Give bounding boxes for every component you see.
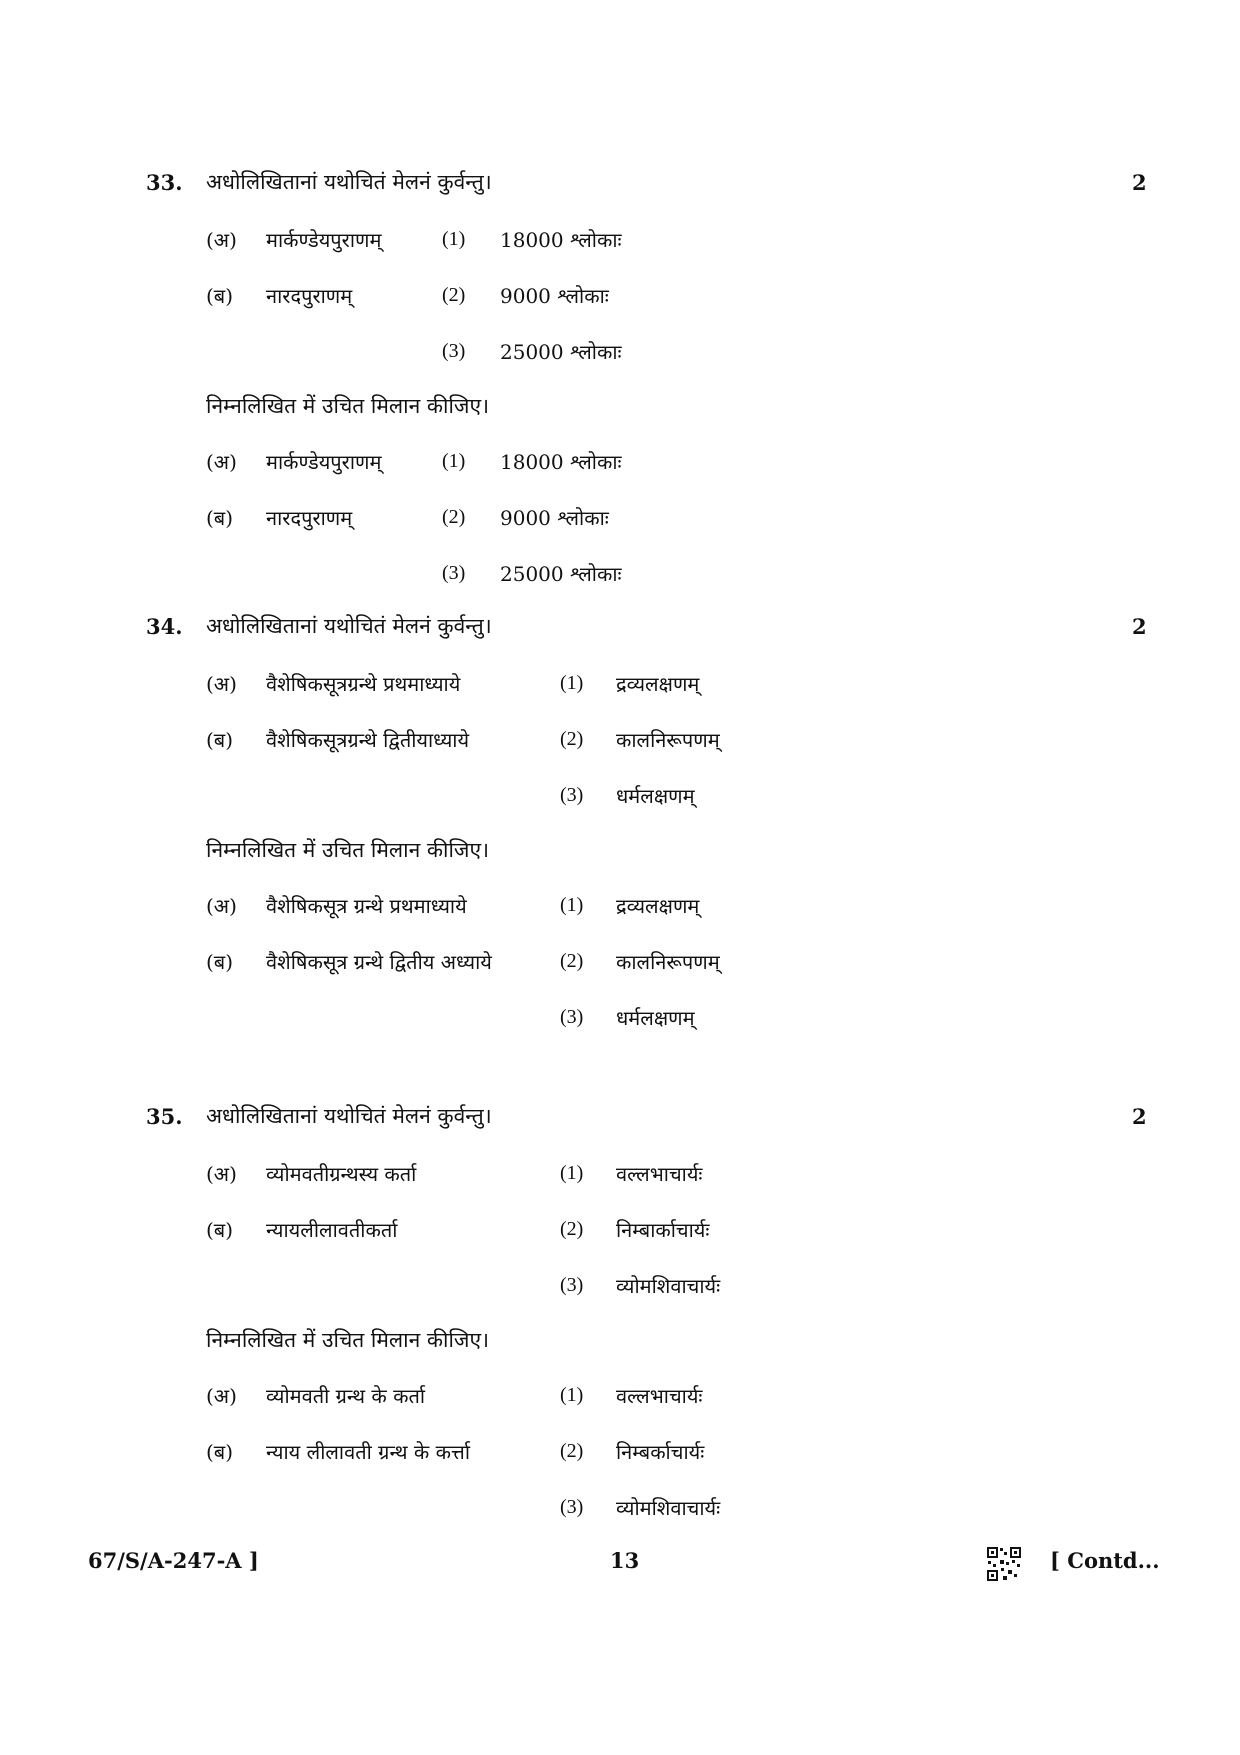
match-text: 25000 श्लोकाः xyxy=(500,562,622,586)
option-tag: (अ) xyxy=(206,672,237,696)
match-number: (1) xyxy=(560,672,584,694)
option-text: व्योमवती ग्रन्थ के कर्ता xyxy=(266,1384,426,1408)
option-text: न्यायलीलावतीकर्ता xyxy=(266,1218,398,1242)
question-number: 33. xyxy=(146,170,183,195)
question-number: 35. xyxy=(146,1104,183,1129)
question-number: 34. xyxy=(146,614,183,639)
option-text: वैशेषिकसूत्र ग्रन्थे द्वितीय अध्याये xyxy=(266,950,492,974)
match-text: व्योमशिवाचार्यः xyxy=(616,1274,721,1298)
match-text: निम्बार्काचार्यः xyxy=(616,1218,710,1242)
match-number: (3) xyxy=(560,1274,584,1296)
hindi-title: निम्नलिखित में उचित मिलान कीजिए। xyxy=(206,838,490,862)
match-number: (3) xyxy=(442,562,466,584)
match-text: 25000 श्लोकाः xyxy=(500,340,622,364)
option-text: मार्कण्डेयपुराणम् xyxy=(266,228,382,252)
question-title: अधोलिखितानां यथोचितं मेलनं कुर्वन्तु। xyxy=(206,614,492,638)
option-tag: (ब) xyxy=(206,1218,234,1242)
option-tag: (ब) xyxy=(206,506,234,530)
match-text: 9000 श्लोकाः xyxy=(500,284,609,308)
match-number: (1) xyxy=(442,228,466,250)
option-text: नारदपुराणम् xyxy=(266,284,353,308)
match-text: वल्लभाचार्यः xyxy=(616,1162,703,1186)
paper-code: 67/S/A-247-A ] xyxy=(88,1548,259,1573)
match-text: कालनिरूपणम् xyxy=(616,950,720,974)
question-title: अधोलिखितानां यथोचितं मेलनं कुर्वन्तु। xyxy=(206,1104,492,1128)
match-number: (2) xyxy=(442,284,466,306)
question-title: अधोलिखितानां यथोचितं मेलनं कुर्वन्तु। xyxy=(206,170,492,194)
option-tag: (ब) xyxy=(206,1440,234,1464)
hindi-title: निम्नलिखित में उचित मिलान कीजिए। xyxy=(206,394,490,418)
match-text: निम्बर्काचार्यः xyxy=(616,1440,705,1464)
option-tag: (अ) xyxy=(206,894,237,918)
option-tag: (अ) xyxy=(206,228,237,252)
option-tag: (अ) xyxy=(206,1384,237,1408)
match-number: (1) xyxy=(442,450,466,472)
match-number: (3) xyxy=(442,340,466,362)
match-text: धर्मलक्षणम् xyxy=(616,784,695,808)
match-number: (1) xyxy=(560,1384,584,1406)
option-text: वैशेषिकसूत्रग्रन्थे प्रथमाध्याये xyxy=(266,672,461,696)
option-tag: (अ) xyxy=(206,1162,237,1186)
match-number: (2) xyxy=(560,1440,584,1462)
option-text: वैशेषिकसूत्र ग्रन्थे प्रथमाध्याये xyxy=(266,894,467,918)
match-number: (3) xyxy=(560,1496,584,1518)
match-number: (2) xyxy=(442,506,466,528)
question-marks: 2 xyxy=(1132,1104,1147,1129)
continued-label: [ Contd... xyxy=(1050,1548,1160,1573)
option-tag: (ब) xyxy=(206,284,234,308)
question-marks: 2 xyxy=(1132,170,1147,195)
match-number: (2) xyxy=(560,728,584,750)
match-number: (3) xyxy=(560,784,584,806)
match-text: व्योमशिवाचार्यः xyxy=(616,1496,721,1520)
page-number: 13 xyxy=(610,1548,640,1573)
match-text: धर्मलक्षणम् xyxy=(616,1006,695,1030)
option-text: व्योमवतीग्रन्थस्य कर्ता xyxy=(266,1162,417,1186)
option-text: मार्कण्डेयपुराणम् xyxy=(266,450,382,474)
match-number: (1) xyxy=(560,1162,584,1184)
match-number: (1) xyxy=(560,894,584,916)
option-text: नारदपुराणम् xyxy=(266,506,353,530)
match-text: 18000 श्लोकाः xyxy=(500,450,622,474)
option-text: न्याय लीलावती ग्रन्थ के कर्त्ता xyxy=(266,1440,471,1464)
match-number: (3) xyxy=(560,1006,584,1028)
hindi-title: निम्नलिखित में उचित मिलान कीजिए। xyxy=(206,1328,490,1352)
qr-code-icon xyxy=(986,1546,1022,1582)
option-tag: (अ) xyxy=(206,450,237,474)
option-tag: (ब) xyxy=(206,728,234,752)
match-text: 9000 श्लोकाः xyxy=(500,506,609,530)
option-text: वैशेषिकसूत्रग्रन्थे द्वितीयाध्याये xyxy=(266,728,470,752)
match-text: वल्लभाचार्यः xyxy=(616,1384,703,1408)
match-text: द्रव्यलक्षणम् xyxy=(616,672,700,696)
match-number: (2) xyxy=(560,1218,584,1240)
match-text: कालनिरूपणम् xyxy=(616,728,720,752)
match-text: द्रव्यलक्षणम् xyxy=(616,894,700,918)
match-number: (2) xyxy=(560,950,584,972)
match-text: 18000 श्लोकाः xyxy=(500,228,622,252)
option-tag: (ब) xyxy=(206,950,234,974)
question-marks: 2 xyxy=(1132,614,1147,639)
